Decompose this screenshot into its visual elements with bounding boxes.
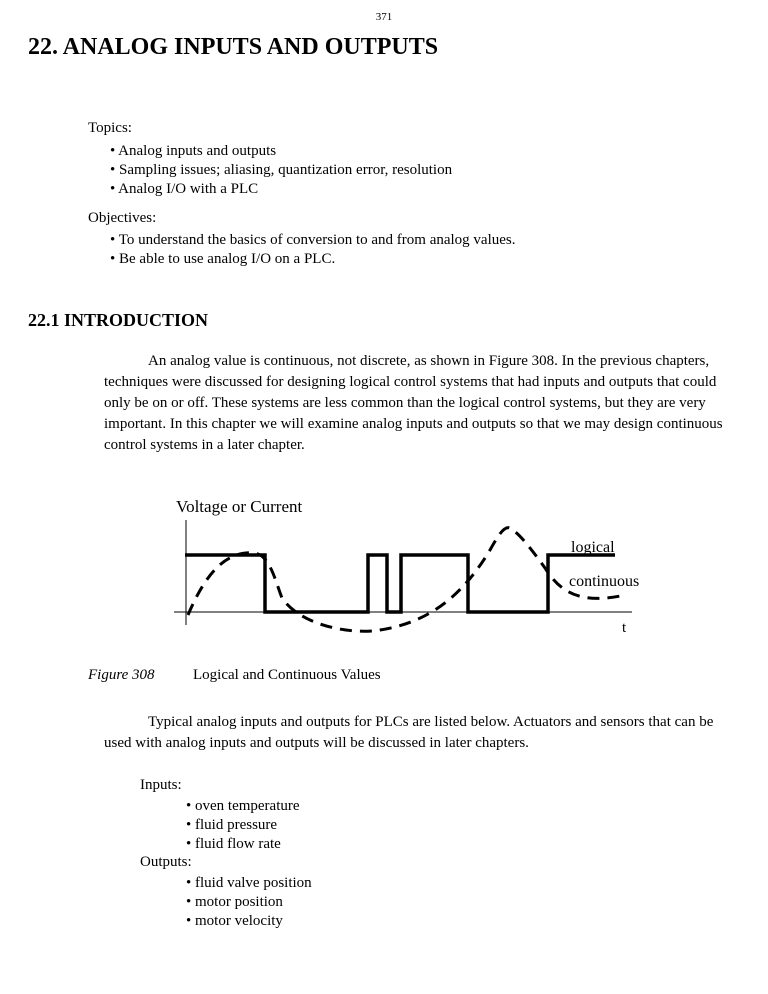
legend-logical: logical (571, 539, 615, 556)
output-item: • fluid valve position (186, 875, 312, 891)
typical-line: Typical analog inputs and outputs for PLCs are listed below. Actuators and sensors that can be (148, 714, 714, 730)
logical-signal-line (185, 555, 615, 612)
logical-continuous-figure (160, 490, 640, 640)
topic-item: • Analog I/O with a PLC (110, 181, 259, 197)
objective-item: • To understand the basics of conversion to and from analog values. (110, 232, 516, 248)
input-item: • fluid pressure (186, 817, 278, 833)
outputs-label: Outputs: (140, 854, 192, 870)
intro-line: important. In this chapter we will examine analog inputs and outputs so that we may design continuous (104, 416, 723, 432)
topic-item: • Analog inputs and outputs (110, 143, 277, 159)
continuous-signal-line (188, 528, 625, 632)
figure-number: Figure 308 (88, 667, 155, 683)
topics-label: Topics: (88, 120, 132, 136)
intro-line: only be on or off. These systems are less common than the logical control systems, but they are very (104, 395, 706, 411)
x-axis-label: t (622, 620, 627, 636)
output-item: • motor velocity (186, 913, 283, 929)
topic-item: • Sampling issues; aliasing, quantization error, resolution (110, 162, 453, 178)
page-number: 371 (375, 11, 393, 23)
intro-line: techniques were discussed for designing logical control systems that had inputs and outputs that could (104, 374, 717, 390)
section-title: 22.1 INTRODUCTION (28, 310, 209, 330)
y-axis-label: Voltage or Current (176, 497, 303, 516)
chapter-title: 22. ANALOG INPUTS AND OUTPUTS (28, 34, 439, 60)
output-item: • motor position (186, 894, 283, 910)
intro-line: An analog value is continuous, not discrete, as shown in Figure 308. In the previous chapters, (148, 353, 710, 369)
inputs-label: Inputs: (140, 777, 182, 793)
input-item: • oven temperature (186, 798, 300, 814)
typical-line: used with analog inputs and outputs will be discussed in later chapters. (104, 735, 529, 751)
objective-item: • Be able to use analog I/O on a PLC. (110, 251, 336, 267)
figure-caption: Logical and Continuous Values (193, 667, 381, 683)
objectives-label: Objectives: (88, 210, 157, 226)
input-item: • fluid flow rate (186, 836, 281, 852)
intro-line: control systems in a later chapter. (104, 437, 305, 453)
legend-continuous: continuous (569, 573, 640, 590)
